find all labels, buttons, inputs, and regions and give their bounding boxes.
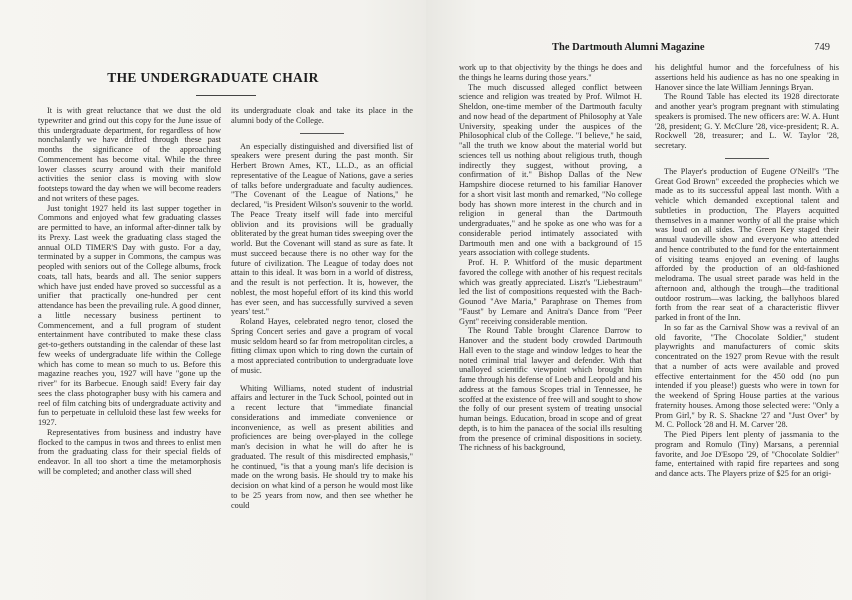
paragraph: An especially distinguished and diversified list of speakers were present during the past month. Sir Herbert Brown Ames, KT., LL.D., as an official representative of the League of Nations, gave a series of talks before undergraduate and faculty audiences. "The Covenant of the League of Nations," he declared, "is President Wilson's souvenir to the world. The Peace Treaty itself will fade into merciful oblivion and its provisions will be gradually obliterated by the great human tides sweeping over the world. But the Covenant will stand as sure as fate. It must succeed because there is no other way for the future of civilization. The League of today does not attain to this ideal. It was born in a world of distress, and the result is not perfection. It is, however, the noblest, the most hopeful effort of its kind this world has ever seen, and has successfully survived a seven years' test." — [231, 141, 413, 317]
paragraph: The Pied Pipers lent plenty of jassmania to the program and Romulo (Tiny) Marsans, a perennial favorite, and Joe D'Esopo '29, of "Chocolate Soldier" fame, entertained with rapid fire repartees and song and dance acts. The Players prize of $25 for an origi- — [655, 430, 839, 478]
paragraph: Prof. H. P. Whitford of the music department favored the college with another of his request recitals which was greatly appreciated. Liszt's "Liebestraum" led the list of compositions requested with the Bach-Gounod "Ave Maria," Paraphrase on Themes from "Faust" by Lemare and Anitra's Dance from "Peer Gynt" receiving considerable mention. — [459, 258, 642, 326]
article-title: THE UNDERGRADUATE CHAIR — [107, 70, 319, 85]
left-column-2 — [231, 106, 413, 510]
right-page — [426, 0, 852, 600]
paragraph: Roland Hayes, celebrated negro tenor, closed the Spring Concert series and gave a program of vocal music seldom heard so far from metropolitan circles, a fitting climax upon which to ring down the curtain of a most appreciated contribution to undergraduate love of music. — [231, 317, 413, 375]
section-divider — [725, 158, 769, 159]
paragraph: Representatives from business and industry have flocked to the campus in twos and threes to enlist men from the graduating class for their special fields of endeavor. In all too short a time the metamorphosis will be completed; and another class will shed — [38, 427, 221, 476]
paragraph: Just tonight 1927 held its last supper together in Commons and enjoyed what few graduating classes are permitted to have, an informal after-dinner talk by its Prexy. Last week the graduating class staged the annual OLD TIMER'S Day with gusto. For a day, terminated by a supper in Commons, the campus was peopled with seniors out of the College albums, frock coats, tall hats, beards and all. The senior suppers which have just ended have proved so successful as a unifier that practically one-hundred per cent attendance has been the prevailing rule. A good dinner, a little necessary business pertinent to Commencement, and a full program of student entertainment have contributed to make these class get-to-gethers outstanding in the calendar of these last few weeks of undergraduate life within the College which has come to mean so much to us. Before this magazine reaches you, 1927 will have "gone up the river" for its Barbecue. Enough said! Every fair day sees the class photographer busy with his camera and reel of film catching bits of undergraduate activity and fun to perpetuate in celluloid these last few weeks for 1927. — [38, 203, 221, 427]
title-rule — [196, 95, 256, 96]
paragraph: It is with great reluctance that we dust the old typewriter and grind out this copy for the June issue of this undergraduate department, for regardless of how nonchalantly we have drifted through these past months the significance of the approaching Commencement has become vital. While the three lower classes scurry around with their manifold activities the senior class is moving with slow footsteps toward the day when we will become readers and not writers of these pages. — [38, 106, 221, 203]
paragraph: The Round Table has elected its 1928 directorate and another year's program pregnant with stimulating speakers is promised. The new officers are: W. A. Hunt '28, president; G. Y. McClure '28, vice-president; R. A. Rockwell '28, treasurer; and L. W. Taylor '28, secretary. — [655, 92, 839, 150]
right-column-2 — [655, 63, 839, 479]
paragraph: The much discussed alleged conflict between science and religion was treated by Prof. Wilmot H. Sheldon, one-time member of the Dartmouth faculty and now head of the department of Philosophy at Yale University, speaking under the auspices of the Philosophical club of the College. "I believe," he said, "all the truth we know about the material world but sciences tell us nothing about religious truth, though indirectly they suggest, without proving, a confirmation of it." Bishop Dallas of the New Hampshire diocese returned to his familiar Hanover for a short visit last month and remarked, "No college body has shown more interest in the church and in religion in general than the Dartmouth undergraduates," and he spoke as one who was for a considerable period intimately associated with Dartmouth men and one with a background of 15 years association with college students. — [459, 82, 642, 258]
paragraph: its undergraduate cloak and take its place in the alumni body of the College. — [231, 106, 413, 125]
paragraph: work up to that objectivity by the things he does and the things he learns during those years." — [459, 63, 642, 82]
section-divider — [300, 133, 344, 134]
paragraph: In so far as the Carnival Show was a revival of an old favorite, "The Chocolate Soldier," student playwrights and manufacturers of comic skits concentrated on the 1927 prom Revue with the result that a number of acts were available and proved effective entertainment for the 450 odd (no pun intended if you please!) guests who were in town for the weekend of Spring House parties at the various fraternity houses. Among those selected were: "Only a Prom Girl," by R. S. Shackne '27 and "Just Over" by M. C. Pollock '28 and H. M. Carver '28. — [655, 322, 839, 430]
paragraph: Whiting Williams, noted student of industrial affairs and lecturer in the Tuck School, pointed out in a recent lecture that "immediate financial considerations and immediate convenience or inconvenience, as well as present abilities and proficiences are being over-played in the college man's decision in what he will do after he is graduated. The result of this misdirected emphasis," he continued, "is that a young man's life decision is made on the wrong basis. He should try to make his decision on what kind of a person he would most like to be 25 years from now, and then see whether he could — [231, 383, 413, 510]
page-number: 749 — [814, 42, 830, 53]
paragraph: The Round Table brought Clarence Darrow to Hanover and the student body crowded Dartmouth Hall even to the stage and window ledges to hear the noted criminal trial lawyer and defender. With that unalloyed scientific viewpoint which brought him fame through his defense of Loeb and Leopold and his address at the famous Scopes trial in Tennessee, he scoffed at the existence of free will and sought to show the folly of our present system of treating unsocial human beings. Education, broad in scope and of great depth, is to him the panacea of the social ills resulting from the presence of criminal dispositions in society. The richness of his background, — [459, 326, 642, 453]
left-column-1 — [38, 106, 221, 477]
paragraph: his delightful humor and the forcefulness of his assertions held his audience as has no one speaking in Hanover since the late William Jennings Bryan. — [655, 63, 839, 92]
right-column-1 — [459, 63, 642, 453]
running-head: The Dartmouth Alumni Magazine — [552, 42, 705, 53]
paragraph: The Player's production of Eugene O'Neill's "The Great God Brown" exceeded the prophecies which we made as to its successful appeal last month. With a vehicle which demanded exceptional talent and subtleties in production, The Players acquitted themselves in a manner worthy of all the praise which was loud on all sides. The Green Key staged their annual vaudeville show and everyone who attended and hence contributed to the fund for the entertainment of visiting teams enjoyed an evening of laughs afforded by the production of an old-fashioned melodrama. The usual street parade was held in the afternoon and, although the trough—the traditional outdoor rostrum—was lacking, the ballyhoos blared forth from the rear seat of a characteristic flivver parked in front of the Inn. — [655, 166, 839, 322]
